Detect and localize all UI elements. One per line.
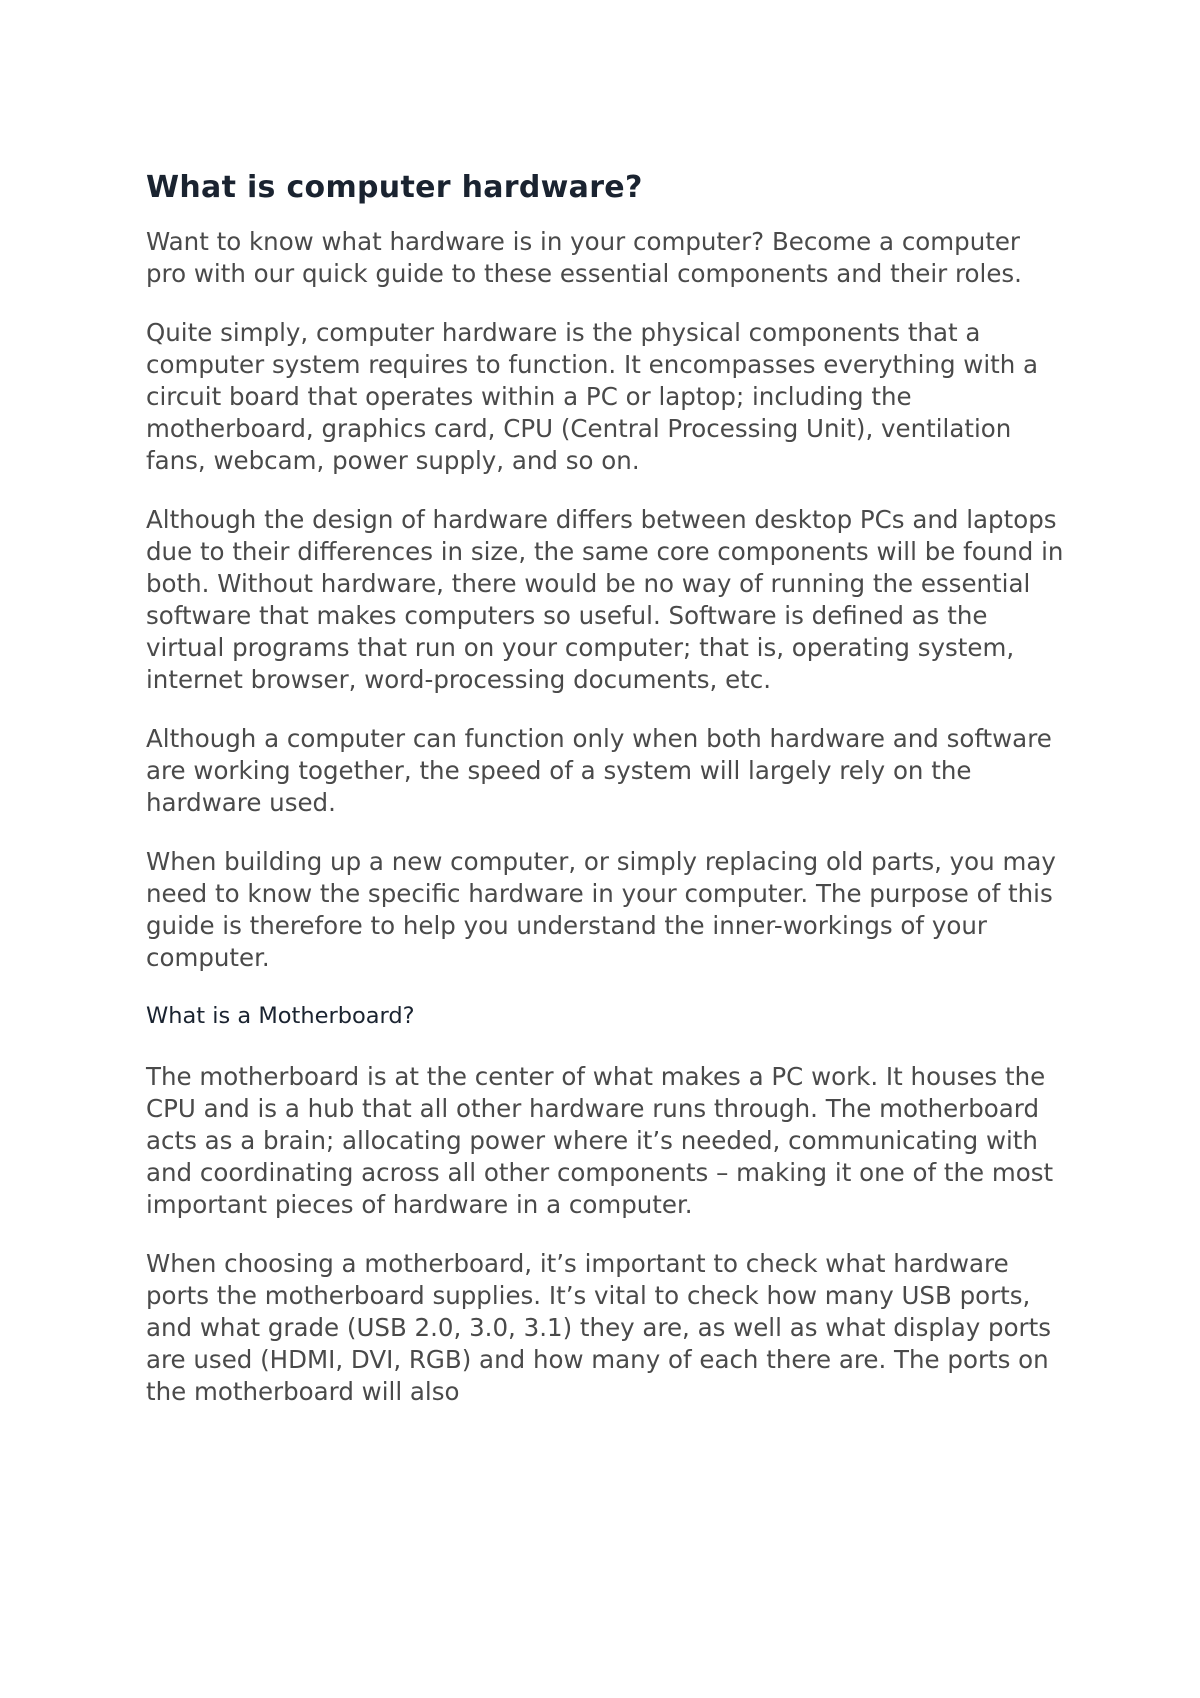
document-content [146,168,1066,1435]
page-title: What is computer hardware? [146,170,643,205]
intro-paragraph: Want to know what hardware is in your computer? Become a computer pro with our quick guide to these essential components and their roles. [146,227,1022,288]
section-paragraph: The motherboard is at the center of what makes a PC work. It houses the CPU and is a hub that all other hardware runs through. The motherboard acts as a brain; allocating power where it’s needed, communicating with and coordinating across all other components – making it one of the most important pieces of hardware in a computer. [146,1062,1054,1219]
intro-paragraph: Although a computer can function only when both hardware and software are working together, the speed of a system will largely rely on the hardware used. [146,724,1052,817]
intro-paragraph: When building up a new computer, or simply replacing old parts, you may need to know the specific hardware in your computer. The purpose of this guide is therefore to help you understand the inner-workings of your computer. [146,847,1056,972]
section-paragraph: When choosing a motherboard, it’s important to check what hardware ports the motherboard supplies. It’s vital to check how many USB ports, and what grade (USB 2.0, 3.0, 3.1) they are, as well as what display ports are used (HDMI, DVI, RGB) and how many of each there are. The ports on the motherboard will also [146,1249,1052,1406]
intro-paragraph: Although the design of hardware differs between desktop PCs and laptops due to their differences in size, the same core components will be found in both. Without hardware, there would be no way of running the essential software that makes computers so useful. Software is defined as the virtual programs that run on your computer; that is, operating system, internet browser, word-processing documents, etc. [146,505,1064,694]
section-heading: What is a Motherboard? [146,1003,415,1029]
intro-paragraph: Quite simply, computer hardware is the physical components that a computer system requires to function. It encompasses everything with a circuit board that operates within a PC or laptop; including the motherboard, graphics card, CPU (Central Processing Unit), ventilation fans, webcam, power supply, and so on. [146,318,1039,475]
